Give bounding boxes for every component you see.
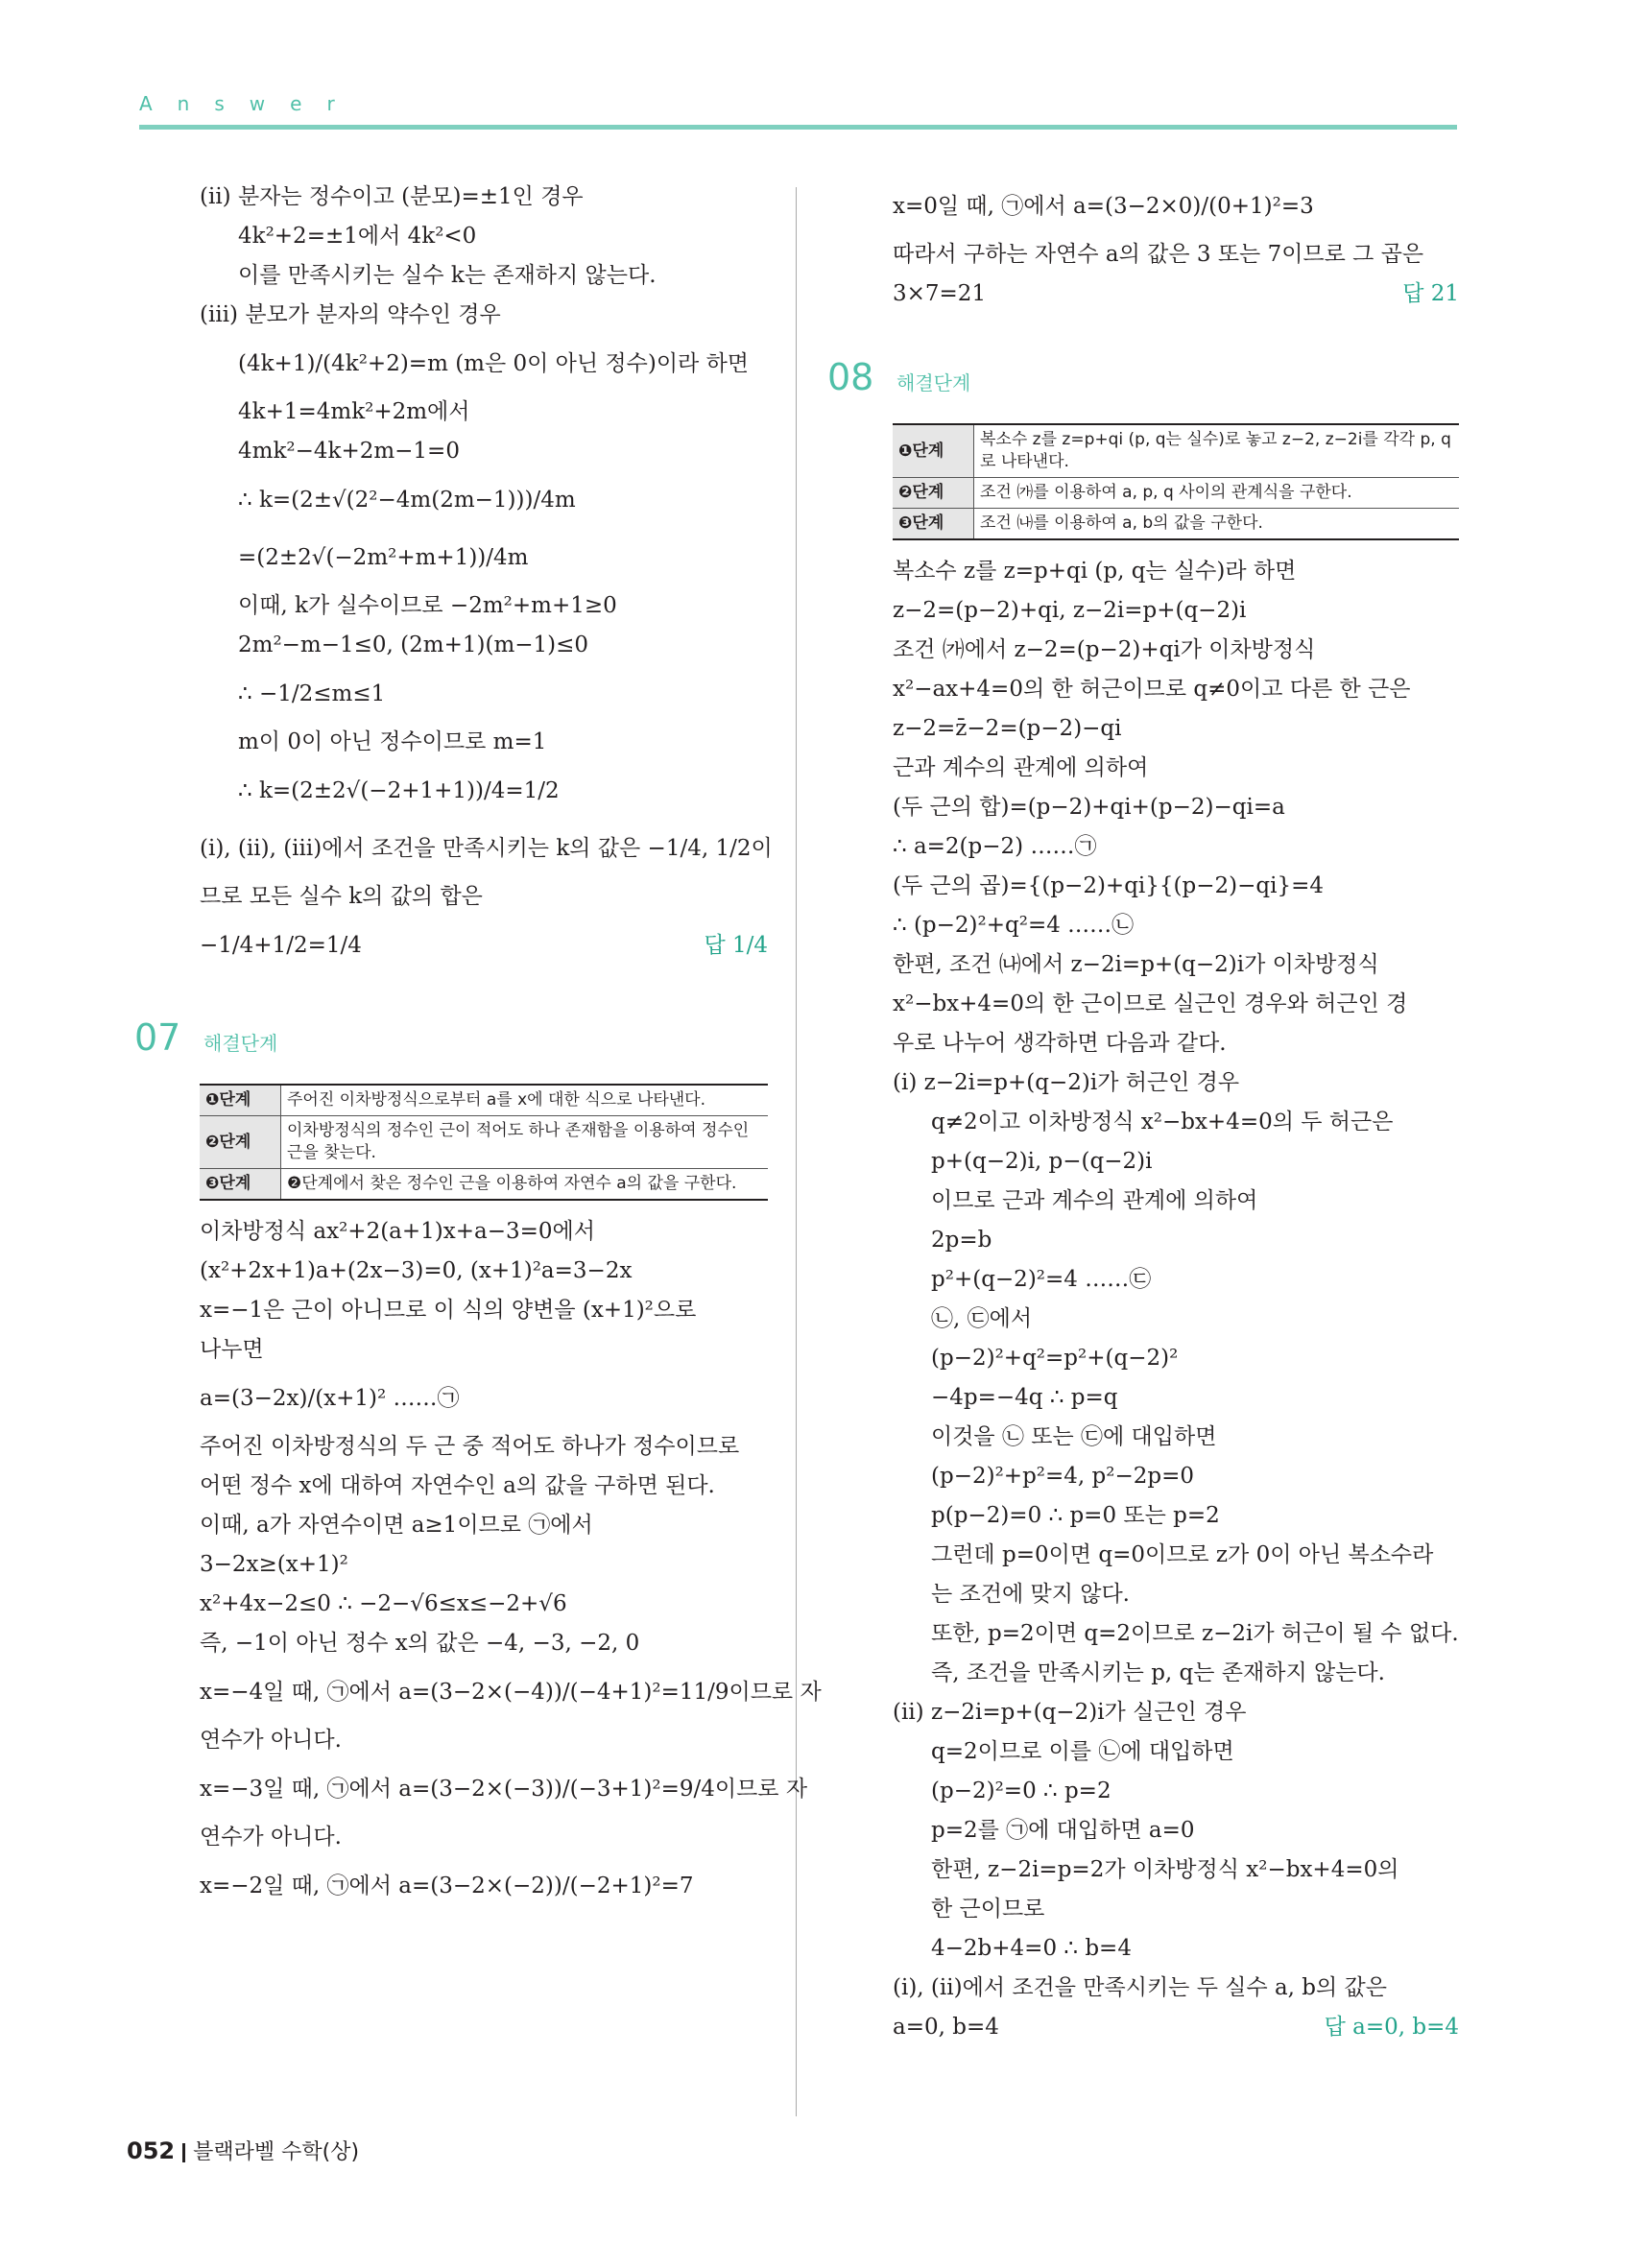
line-text: z−2=(p−2)+qi, z−2i=p+(q−2)i bbox=[893, 598, 1247, 623]
line-text: p=2를 ㉠에 대입하면 a=0 bbox=[931, 1818, 1195, 1843]
line-text: 어떤 정수 x에 대하여 자연수인 a의 값을 구하면 된다. bbox=[200, 1473, 715, 1498]
line-text: 주어진 이차방정식의 두 근 중 적어도 하나가 정수이므로 bbox=[200, 1434, 740, 1459]
text-line bbox=[200, 1506, 768, 1545]
text-line bbox=[893, 2008, 1459, 2047]
text-line bbox=[200, 296, 768, 335]
text-line bbox=[893, 1811, 1459, 1850]
text-line bbox=[200, 1624, 768, 1663]
text-line bbox=[893, 1339, 1459, 1378]
page-number: 052 bbox=[127, 2137, 176, 2164]
text-line bbox=[893, 1182, 1459, 1221]
text-line bbox=[200, 1252, 768, 1291]
text-line bbox=[200, 1291, 768, 1330]
line-text: m이 0이 아닌 정수이므로 m=1 bbox=[238, 729, 547, 754]
text-line bbox=[893, 749, 1459, 788]
text-line bbox=[893, 1063, 1459, 1103]
line-text: ∴ k=(2±√(2²−4m(2m−1)))/4m bbox=[238, 488, 576, 513]
step-row bbox=[893, 509, 1459, 540]
line-text: (p−2)²=0 ∴ p=2 bbox=[931, 1779, 1111, 1803]
line-text: 복소수 z를 z=p+qi (p, q는 실수)라 하면 bbox=[893, 559, 1297, 584]
text-line bbox=[200, 626, 768, 665]
line-text: p+(q−2)i, p−(q−2)i bbox=[931, 1149, 1153, 1174]
line-text: 연수가 아니다. bbox=[200, 1825, 342, 1850]
answer-label: 답 a=0, b=4 bbox=[1324, 2015, 1459, 2040]
step-label: ❸단계 bbox=[200, 1169, 281, 1201]
line-text: x=−2일 때, ㉠에서 a=(3−2×(−2))/(−2+1)²=7 bbox=[200, 1874, 694, 1898]
steps-table-07 bbox=[200, 1084, 768, 1201]
answer-label: 답 1/4 bbox=[704, 933, 768, 958]
text-line bbox=[893, 275, 1459, 314]
text-line bbox=[893, 1890, 1459, 1929]
text-line bbox=[200, 723, 768, 762]
line-text: 이때, a가 자연수이면 a≥1이므로 ㉠에서 bbox=[200, 1513, 593, 1538]
line-text: x²+4x−2≤0 ∴ −2−√6≤x≤−2+√6 bbox=[200, 1591, 567, 1616]
step-text: 주어진 이차방정식으로부터 a를 x에 대한 식으로 나타낸다. bbox=[281, 1085, 769, 1116]
step-label: ❷단계 bbox=[200, 1116, 281, 1169]
right-top-lines bbox=[893, 178, 1459, 314]
text-line bbox=[893, 1732, 1459, 1772]
line-text: (ⅱ) 분자는 정수이고 (분모)=±1인 경우 bbox=[200, 184, 584, 209]
text-line bbox=[893, 945, 1459, 985]
line-text: (4k+1)/(4k²+2)=m (m은 0이 아닌 정수)이라 하면 bbox=[238, 351, 750, 376]
line-text: 3−2x≥(x+1)² bbox=[200, 1552, 348, 1577]
text-line bbox=[893, 1575, 1459, 1614]
text-line bbox=[893, 235, 1459, 275]
line-text: p²+(q−2)²=4 ……㉢ bbox=[931, 1267, 1152, 1292]
text-line bbox=[200, 1721, 768, 1760]
text-line bbox=[893, 1378, 1459, 1418]
line-text: (ⅰ), (ⅱ)에서 조건을 만족시키는 두 실수 a, b의 값은 bbox=[893, 1975, 1387, 2000]
step-row bbox=[200, 1116, 768, 1169]
line-text: ∴ a=2(p−2) ……㉠ bbox=[893, 834, 1097, 859]
left-lines bbox=[200, 178, 773, 974]
text-line bbox=[200, 1330, 768, 1370]
text-line bbox=[893, 552, 1459, 591]
text-line bbox=[893, 1654, 1459, 1693]
section-08-lines bbox=[893, 552, 1459, 2047]
text-line bbox=[200, 1663, 822, 1721]
text-line bbox=[893, 1221, 1459, 1260]
section-spacer bbox=[893, 314, 1459, 352]
text-line bbox=[893, 1614, 1459, 1654]
text-line bbox=[893, 670, 1459, 709]
line-text: 그런데 p=0이면 q=0이므로 z가 0이 아닌 복소수라 bbox=[931, 1542, 1434, 1567]
steps-table-08 bbox=[893, 423, 1459, 540]
text-line bbox=[200, 1212, 768, 1252]
step-row bbox=[893, 478, 1459, 509]
section-08-heading bbox=[827, 352, 1459, 419]
line-text: 한편, z−2i=p=2가 이차방정식 x²−bx+4=0의 bbox=[931, 1857, 1399, 1882]
text-line bbox=[893, 985, 1459, 1024]
section-label: 해결단계 bbox=[896, 371, 971, 394]
step-label: ❶단계 bbox=[200, 1085, 281, 1116]
step-label: ❸단계 bbox=[893, 509, 974, 540]
line-text: x=0일 때, ㉠에서 a=(3−2×0)/(0+1)²=3 bbox=[893, 194, 1314, 219]
text-line bbox=[200, 217, 768, 256]
step-row bbox=[200, 1169, 768, 1201]
step-text: 이차방정식의 정수인 근이 적어도 하나 존재함을 이용하여 정수인 근을 찾는다. bbox=[281, 1116, 769, 1169]
text-line bbox=[893, 1260, 1459, 1300]
line-text: 따라서 구하는 자연수 a의 값은 3 또는 7이므로 그 곱은 bbox=[893, 242, 1424, 267]
text-line bbox=[893, 1536, 1459, 1575]
text-line bbox=[200, 471, 768, 529]
line-text: x=−3일 때, ㉠에서 a=(3−2×(−3))/(−3+1)²=9/4이므로 자 bbox=[200, 1777, 808, 1802]
step-label: ❷단계 bbox=[893, 478, 974, 509]
section-number: 07 bbox=[134, 1016, 181, 1059]
column-divider bbox=[796, 187, 797, 2116]
line-text: =(2±2√(−2m²+m+1))/4m bbox=[238, 545, 529, 570]
text-line bbox=[200, 1370, 768, 1427]
line-text: a=0, b=4 bbox=[893, 2015, 999, 2040]
book-title: 블랙라벨 수학(상) bbox=[193, 2140, 360, 2164]
text-line bbox=[893, 1103, 1459, 1142]
step-text: ❷단계에서 찾은 정수인 근을 이용하여 자연수 a의 값을 구한다. bbox=[281, 1169, 769, 1201]
line-text: 3×7=21 bbox=[893, 281, 987, 306]
step-row bbox=[893, 424, 1459, 478]
text-line bbox=[893, 1929, 1459, 1969]
text-line bbox=[893, 1418, 1459, 1457]
footer-bar bbox=[182, 2143, 185, 2162]
answer-label: 답 21 bbox=[1402, 281, 1459, 306]
line-text: 이므로 근과 계수의 관계에 의하여 bbox=[931, 1188, 1258, 1213]
line-text: (두 근의 곱)={(p−2)+qi}{(p−2)−qi}=4 bbox=[893, 873, 1324, 898]
line-text: (ⅱ) z−2i=p+(q−2)i가 실근인 경우 bbox=[893, 1700, 1247, 1725]
text-line bbox=[893, 1850, 1459, 1890]
line-text: 므로 모든 실수 k의 값의 합은 bbox=[200, 884, 483, 909]
step-text: 조건 ㈎를 이용하여 a, p, q 사이의 관계식을 구한다. bbox=[974, 478, 1460, 509]
line-text: (ⅰ), (ⅱ), (ⅲ)에서 조건을 만족시키는 k의 값은 −1/4, 1/2이 bbox=[200, 836, 773, 861]
text-line bbox=[200, 1818, 768, 1857]
line-text: (p−2)²+q²=p²+(q−2)² bbox=[931, 1346, 1179, 1371]
text-line bbox=[200, 529, 768, 586]
section-number: 08 bbox=[827, 356, 874, 398]
line-text: 나누면 bbox=[200, 1337, 264, 1362]
text-line bbox=[200, 665, 768, 723]
text-line bbox=[893, 1693, 1459, 1732]
section-label: 해결단계 bbox=[203, 1032, 278, 1055]
line-text: 4mk²−4k+2m−1=0 bbox=[238, 439, 460, 464]
text-line bbox=[200, 1760, 808, 1818]
line-text: 근과 계수의 관계에 의하여 bbox=[893, 755, 1149, 780]
line-text: 4k+1=4mk²+2m에서 bbox=[238, 399, 470, 424]
line-text: 이것을 ㉡ 또는 ㉢에 대입하면 bbox=[931, 1424, 1217, 1449]
line-text: 4−2b+4=0 ∴ b=4 bbox=[931, 1936, 1132, 1961]
text-line bbox=[893, 709, 1459, 749]
line-text: ㉡, ㉢에서 bbox=[931, 1306, 1033, 1331]
line-text: (x²+2x+1)a+(2x−3)=0, (x+1)²a=3−2x bbox=[200, 1258, 633, 1283]
page-footer bbox=[127, 2136, 359, 2165]
text-line bbox=[200, 335, 768, 393]
text-line bbox=[893, 1496, 1459, 1536]
text-line bbox=[893, 867, 1459, 906]
text-line bbox=[200, 917, 768, 974]
line-text: (ⅲ) 분모가 분자의 약수인 경우 bbox=[200, 302, 501, 327]
line-text: (ⅰ) z−2i=p+(q−2)i가 허근인 경우 bbox=[893, 1070, 1240, 1095]
line-text: (두 근의 합)=(p−2)+qi+(p−2)−qi=a bbox=[893, 795, 1285, 820]
text-line bbox=[200, 393, 768, 432]
line-text: ∴ (p−2)²+q²=4 ……㉡ bbox=[893, 913, 1135, 938]
line-text: 4k²+2=±1에서 4k²<0 bbox=[238, 224, 477, 249]
text-line bbox=[200, 762, 768, 820]
line-text: −1/4+1/2=1/4 bbox=[200, 933, 362, 958]
line-text: 이를 만족시키는 실수 k는 존재하지 않는다. bbox=[238, 263, 657, 288]
text-line bbox=[893, 1969, 1459, 2008]
line-text: x=−4일 때, ㉠에서 a=(3−2×(−4))/(−4+1)²=11/9이므로 자 bbox=[200, 1680, 822, 1705]
line-text: 2p=b bbox=[931, 1228, 992, 1253]
step-label: ❶단계 bbox=[893, 424, 974, 478]
line-text: 연수가 아니다. bbox=[200, 1728, 342, 1753]
text-line bbox=[200, 256, 768, 296]
section-spacer bbox=[200, 974, 768, 1013]
text-line bbox=[893, 906, 1459, 945]
line-text: 조건 ㈎에서 z−2=(p−2)+qi가 이차방정식 bbox=[893, 637, 1316, 662]
line-text: x²−bx+4=0의 한 근이므로 실근인 경우와 허근인 경 bbox=[893, 991, 1408, 1016]
line-text: −4p=−4q ∴ p=q bbox=[931, 1385, 1118, 1410]
text-line bbox=[893, 591, 1459, 631]
text-line bbox=[893, 1142, 1459, 1182]
text-line bbox=[200, 877, 768, 917]
header-rule bbox=[139, 125, 1457, 130]
line-text: q≠2이고 이차방정식 x²−bx+4=0의 두 허근은 bbox=[931, 1110, 1394, 1134]
text-line bbox=[893, 631, 1459, 670]
line-text: p(p−2)=0 ∴ p=0 또는 p=2 bbox=[931, 1503, 1220, 1528]
line-text: 이차방정식 ax²+2(a+1)x+a−3=0에서 bbox=[200, 1219, 595, 1244]
line-text: 우로 나누어 생각하면 다음과 같다. bbox=[893, 1031, 1227, 1056]
step-text: 조건 ㈏를 이용하여 a, b의 값을 구한다. bbox=[974, 509, 1460, 540]
line-text: 즉, 조건을 만족시키는 p, q는 존재하지 않는다. bbox=[931, 1660, 1385, 1685]
text-line bbox=[893, 178, 1459, 235]
line-text: 한편, 조건 ㈏에서 z−2i=p+(q−2)i가 이차방정식 bbox=[893, 952, 1379, 977]
line-text: 는 조건에 맞지 않다. bbox=[931, 1582, 1130, 1607]
line-text: 2m²−m−1≤0, (2m+1)(m−1)≤0 bbox=[238, 633, 589, 657]
text-line bbox=[200, 1585, 768, 1624]
text-line bbox=[200, 432, 768, 471]
text-line bbox=[200, 1427, 768, 1467]
text-line bbox=[893, 788, 1459, 827]
left-column bbox=[134, 178, 822, 1915]
line-text: x²−ax+4=0의 한 허근이므로 q≠0이고 다른 한 근은 bbox=[893, 677, 1411, 702]
line-text: x=−1은 근이 아니므로 이 식의 양변을 (x+1)²으로 bbox=[200, 1298, 697, 1323]
text-line bbox=[893, 1024, 1459, 1063]
text-line bbox=[200, 1467, 768, 1506]
text-line bbox=[200, 1545, 768, 1585]
line-text: 이때, k가 실수이므로 −2m²+m+1≥0 bbox=[238, 593, 617, 618]
text-line bbox=[200, 820, 773, 877]
line-text: 한 근이므로 bbox=[931, 1897, 1045, 1922]
line-text: z−2=z̄−2=(p−2)−qi bbox=[893, 716, 1122, 741]
line-text: ∴ k=(2±2√(−2+1+1))/4=1/2 bbox=[238, 778, 560, 803]
text-line bbox=[893, 1772, 1459, 1811]
section-07-heading bbox=[134, 1013, 768, 1080]
line-text: q=2이므로 이를 ㉡에 대입하면 bbox=[931, 1739, 1234, 1764]
line-text: 즉, −1이 아닌 정수 x의 값은 −4, −3, −2, 0 bbox=[200, 1631, 640, 1656]
text-line bbox=[200, 586, 768, 626]
line-text: (p−2)²+p²=4, p²−2p=0 bbox=[931, 1464, 1195, 1489]
step-text: 복소수 z를 z=p+qi (p, q는 실수)로 놓고 z−2, z−2i를 각각 p, q로 나타낸다. bbox=[974, 424, 1460, 478]
text-line bbox=[893, 1300, 1459, 1339]
line-text: a=(3−2x)/(x+1)² ……㉠ bbox=[200, 1386, 460, 1411]
line-text: ∴ −1/2≤m≤1 bbox=[238, 681, 386, 706]
text-line bbox=[200, 178, 768, 217]
text-line bbox=[200, 1857, 768, 1915]
step-row bbox=[200, 1085, 768, 1116]
text-line bbox=[893, 1457, 1459, 1496]
line-text: 또한, p=2이면 q=2이므로 z−2i가 허근이 될 수 없다. bbox=[931, 1621, 1459, 1646]
section-07-lines bbox=[200, 1212, 822, 1915]
right-column bbox=[827, 178, 1459, 2047]
header-label: Answer bbox=[139, 92, 360, 115]
text-line bbox=[893, 827, 1459, 867]
